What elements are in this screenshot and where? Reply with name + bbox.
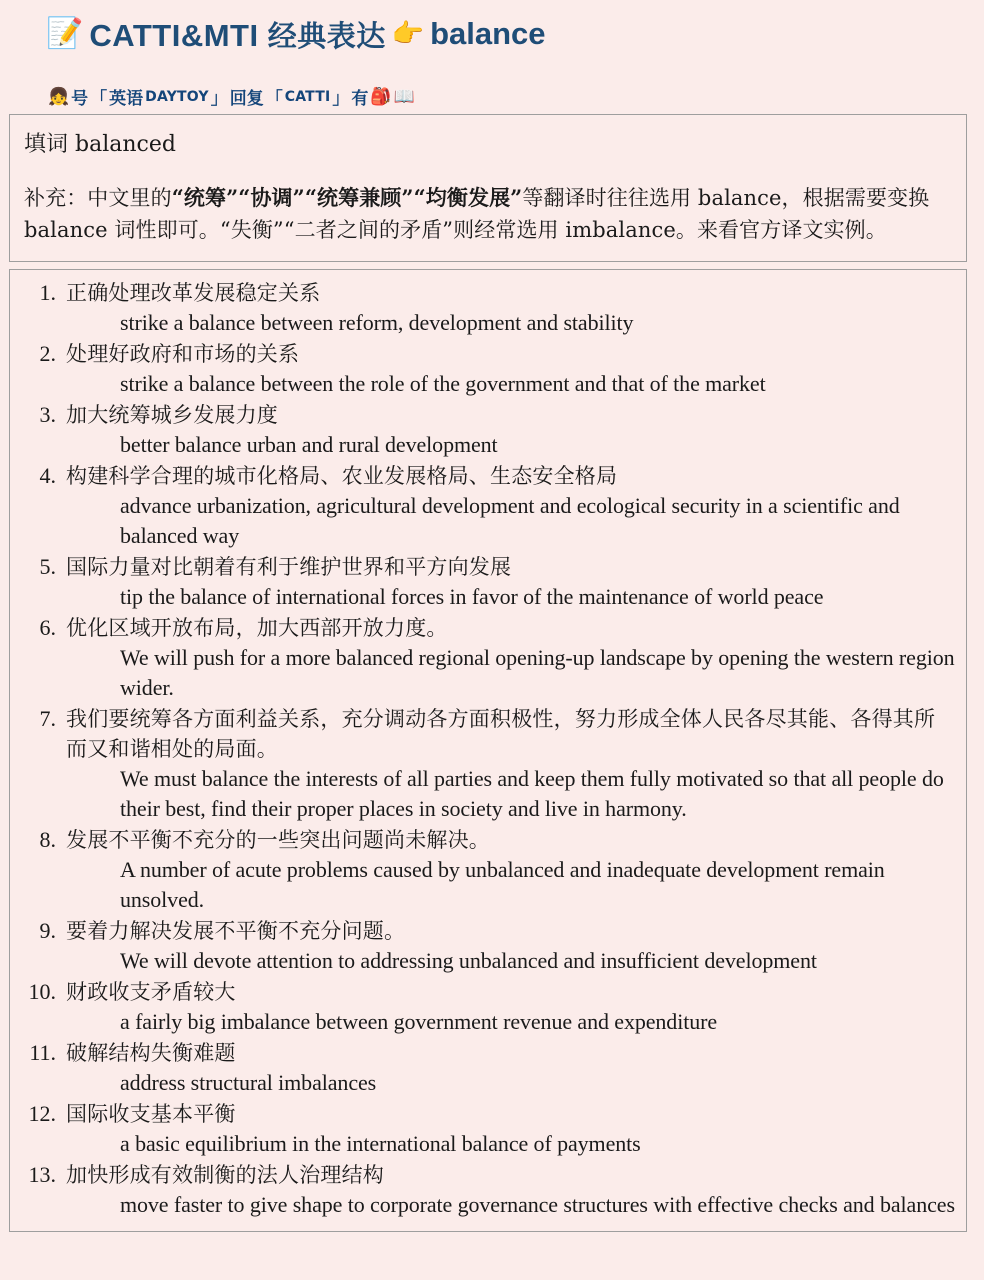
subtitle-bracket-close: 」 (210, 89, 228, 109)
example-source-cn: 要着力解决发展不平衡不充分问题。 (66, 918, 406, 943)
examples-box (9, 269, 967, 1232)
page-title-keyword: balance (430, 16, 546, 51)
note-term-2: “协调” (238, 184, 305, 210)
example-translation-en: We must balance the interests of all parties and keep them fully motivated so that all people do their best, find their proper places in society and live in harmony. (120, 765, 944, 821)
subtitle-account-latin: DAYTOY (145, 88, 209, 105)
list-item (10, 339, 956, 399)
example-source-cn: 财政收支矛盾较大 (66, 979, 236, 1004)
subtitle-bracket2-open: 「 (265, 89, 283, 109)
headword-line (24, 129, 954, 160)
example-translation-en: We will push for a more balanced regional opening-up landscape by opening the western region wider. (120, 644, 955, 700)
list-item (10, 977, 956, 1037)
memo-icon: 📝 (46, 16, 84, 51)
list-item (10, 704, 956, 824)
example-source-cn: 处理好政府和市场的关系 (66, 341, 300, 366)
example-translation-en: strike a balance between the role of the government and that of the market (120, 370, 766, 396)
page-title-main (89, 14, 385, 55)
page-title (46, 10, 984, 58)
note-middle: 等翻译时往往选用 balance，根据需要变换 balance 词性即可。 (24, 185, 930, 243)
example-source-cn: 国际收支基本平衡 (66, 1101, 236, 1126)
example-translation-en: advance urbanization, agricultural development and ecological security in a scientific and balanced way (120, 492, 900, 548)
examples-list (10, 278, 956, 1220)
subtitle-part2: 回复 (229, 89, 264, 109)
note-term-4: “均衡发展” (413, 184, 523, 210)
list-item (10, 461, 956, 551)
list-item (10, 400, 956, 460)
example-source-cn: 构建科学合理的城市化格局、农业发展格局、生态安全格局 (66, 463, 618, 488)
example-translation-en: better balance urban and rural development (120, 431, 498, 457)
example-translation-en: strike a balance between reform, development and stability (120, 309, 634, 335)
list-item (10, 552, 956, 612)
note-term-6: “二者之间的矛盾” (283, 218, 454, 243)
example-source-cn: 加快形成有效制衡的法人治理结构 (66, 1162, 384, 1187)
example-translation-en: move faster to give shape to corporate governance structures with effective checks and balances (120, 1191, 955, 1217)
example-source-cn: 发展不平衡不充分的一些突出问题尚未解决。 (66, 827, 490, 852)
title-cn-text: 经典表达 (267, 18, 386, 53)
list-item (10, 1099, 956, 1159)
example-translation-en: tip the balance of international forces in favor of the maintenance of world peace (120, 583, 824, 609)
list-item (10, 1038, 956, 1098)
list-item (10, 613, 956, 703)
list-item (10, 916, 956, 976)
subtitle-part1: 号 (71, 89, 89, 109)
note-term-5: “失衡” (219, 218, 284, 243)
list-item (10, 278, 956, 338)
page-header (0, 0, 984, 109)
subtitle-bracket-open: 「 (90, 89, 108, 109)
list-item (10, 825, 956, 915)
note-suffix: 则经常选用 imbalance。来看官方译文实例。 (453, 218, 887, 243)
example-source-cn: 破解结构失衡难题 (66, 1040, 236, 1065)
note-term-3: “统筹兼顾” (304, 184, 414, 210)
example-source-cn: 我们要统筹各方面利益关系，充分调动各方面积极性，努力形成全体人民各尽其能、各得其所而又和谐相处的局面。 (66, 706, 936, 761)
example-translation-en: A number of acute problems caused by unbalanced and inadequate development remain unsolved. (120, 856, 885, 912)
title-main-text: CATTI&MTI (89, 17, 268, 53)
note-term-1: “统筹” (171, 184, 239, 210)
example-translation-en: a basic equilibrium in the international balance of payments (120, 1130, 641, 1156)
example-source-cn: 正确处理改革发展稳定关系 (66, 280, 321, 305)
subtitle (48, 84, 984, 109)
note-paragraph (24, 182, 954, 247)
note-prefix: 补充：中文里的 (24, 185, 172, 210)
subtitle-bracket2-close: 」 (332, 89, 350, 109)
example-source-cn: 优化区域开放布局，加大西部开放力度。 (66, 615, 448, 640)
book-icon: 📖 (393, 86, 415, 107)
list-item (10, 1160, 956, 1220)
note-box (9, 114, 967, 262)
subtitle-account: 英语 (109, 89, 144, 109)
subtitle-keyword: CATTI (284, 88, 331, 105)
example-translation-en: address structural imbalances (120, 1069, 377, 1095)
example-translation-en: We will devote attention to addressing unbalanced and insufficient development (120, 947, 817, 973)
headword-text: 填词 balanced (24, 132, 176, 157)
example-source-cn: 国际力量对比朝着有利于维护世界和平方向发展 (66, 554, 512, 579)
gift-icon: 🎒 (370, 86, 392, 107)
girl-icon: 👧 (48, 86, 70, 107)
example-source-cn: 加大统筹城乡发展力度 (66, 402, 278, 427)
example-translation-en: a fairly big imbalance between government revenue and expenditure (120, 1008, 718, 1034)
pointing-right-icon: 👉 (391, 19, 425, 49)
subtitle-part3: 有 (351, 89, 369, 109)
